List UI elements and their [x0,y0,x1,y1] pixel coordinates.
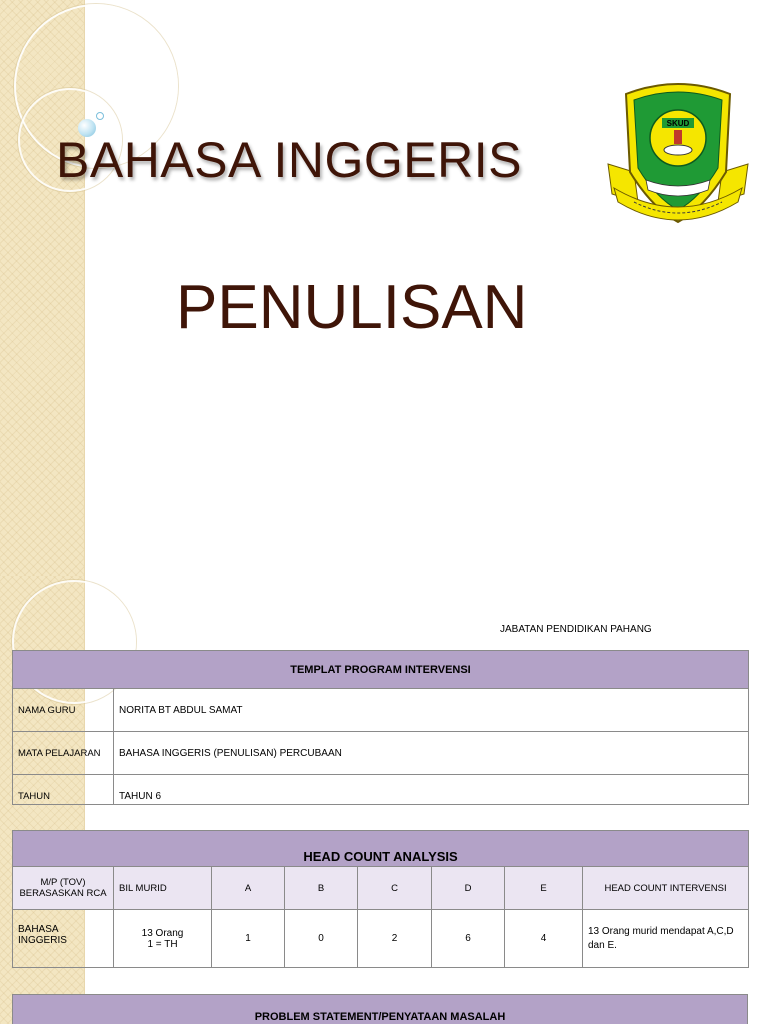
column-header-intervensi: HEAD COUNT INTERVENSI [583,867,749,910]
row-value: BAHASA INGGERIS (PENULISAN) PERCUBAAN [114,732,749,775]
decorative-bubble [96,112,104,120]
problem-table-header: PROBLEM STATEMENT/PENYATAAN MASALAH [13,995,748,1024]
template-table-header: TEMPLAT PROGRAM INTERVENSI [13,651,749,689]
template-slide [0,576,768,1024]
svg-text:SKUD: SKUD [666,119,690,128]
cell-subject: BAHASA INGGERIS [13,910,114,968]
cell-e: 4 [505,910,583,968]
table-row [13,910,749,968]
row-value: NORITA BT ABDUL SAMAT [114,689,749,732]
cell-b: 0 [285,910,358,968]
column-header-mp-line1: M/P (TOV) [40,877,86,888]
cell-a: 1 [212,910,285,968]
column-header-d: D [432,867,505,910]
row-label: TAHUN [13,775,114,805]
column-header-mp [13,867,114,910]
table-row [13,689,749,732]
template-table [12,650,749,805]
page-title: BAHASA INGGERIS [56,132,522,188]
column-header-mp-line2: BERASASKAN RCA [19,888,107,899]
department-label: JABATAN PENDIDIKAN PAHANG [500,624,652,635]
cell-c: 2 [358,910,432,968]
cell-bil-line2: 1 = TH [147,938,178,950]
column-header-c: C [358,867,432,910]
table-row [13,775,749,805]
cell-d: 6 [432,910,505,968]
headcount-table [12,830,749,968]
row-value: TAHUN 6 [114,775,749,805]
cell-bil-line1: 13 Orang [141,927,184,939]
column-header-e: E [505,867,583,910]
cell-bil [114,910,212,968]
column-header-a: A [212,867,285,910]
table-row [13,732,749,775]
column-header-row [13,867,749,910]
cell-intervensi: 13 Orang murid mendapat A,C,D dan E. [583,910,749,968]
headcount-table-header: HEAD COUNT ANALYSIS [13,831,749,867]
school-crest-icon [604,76,752,236]
problem-table [12,994,748,1024]
column-header-bil: BIL MURID [114,867,212,910]
column-header-b: B [285,867,358,910]
row-label: MATA PELAJARAN [13,732,114,775]
row-label: NAMA GURU [13,689,114,732]
page-subtitle: PENULISAN [176,273,528,342]
